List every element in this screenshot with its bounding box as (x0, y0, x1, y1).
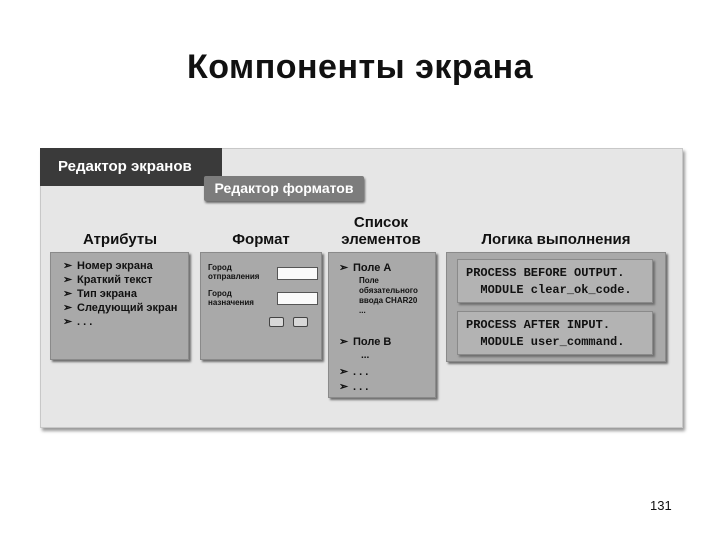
elements-box (328, 252, 436, 398)
slide-title: Компоненты экрана (186, 48, 534, 86)
arrow-bullet-icon: ➢ (63, 288, 73, 300)
list-item: ➢ Тип экрана (63, 288, 137, 300)
list-item: ➢ . . . (339, 381, 369, 393)
code-line: PROCESS AFTER INPUT. (466, 318, 611, 332)
arrival-city-input[interactable] (277, 292, 318, 305)
attributes-box (50, 252, 189, 360)
code-line: PROCESS BEFORE OUTPUT. (466, 266, 625, 280)
arrow-bullet-icon: ➢ (339, 262, 349, 274)
arrow-bullet-icon: ➢ (63, 260, 73, 272)
code-line: MODULE clear_ok_code. (466, 283, 632, 297)
field-b-item: ➢ Поле B (339, 336, 392, 348)
logic-heading: Логика выполнения (481, 231, 631, 248)
list-item: ➢ Краткий текст (63, 274, 153, 286)
arrow-bullet-icon: ➢ (339, 381, 349, 393)
list-item: ➢ Номер экрана (63, 260, 153, 272)
format-field-label: Город отправления (208, 263, 260, 281)
list-item: ➢ Следующий экран (63, 302, 178, 314)
attributes-list (51, 253, 188, 329)
code-line: MODULE user_command. (466, 335, 625, 349)
arrow-bullet-icon: ➢ (63, 302, 73, 314)
page-number: 131 (650, 498, 672, 513)
logic-box (446, 252, 666, 362)
field-a-description: Поле обязательного ввода CHAR20 ... (359, 276, 418, 315)
attributes-heading: Атрибуты (82, 231, 158, 248)
elements-heading-line2: элементов (341, 231, 421, 248)
format-box (200, 252, 322, 360)
tab-format-editor[interactable]: Редактор форматов (204, 176, 364, 201)
format-button-2[interactable] (293, 317, 308, 327)
elements-heading-line1: Список (353, 214, 409, 231)
tab-screen-editor[interactable]: Редактор экранов (40, 148, 222, 186)
arrow-bullet-icon: ➢ (63, 316, 73, 328)
arrow-bullet-icon: ➢ (63, 274, 73, 286)
format-button-1[interactable] (269, 317, 284, 327)
arrow-bullet-icon: ➢ (339, 336, 349, 348)
departure-city-input[interactable] (277, 267, 318, 280)
pbo-block (457, 259, 653, 303)
list-item: ➢ . . . (63, 316, 93, 328)
arrow-bullet-icon: ➢ (339, 366, 349, 378)
list-item: ➢ . . . (339, 366, 369, 378)
field-b-more: ... (361, 350, 370, 361)
field-a-item: ➢ Поле A (339, 262, 392, 274)
format-field-label: Город назначения (208, 289, 254, 307)
elements-heading (326, 214, 436, 248)
pai-block (457, 311, 653, 355)
format-heading: Формат (232, 231, 290, 248)
